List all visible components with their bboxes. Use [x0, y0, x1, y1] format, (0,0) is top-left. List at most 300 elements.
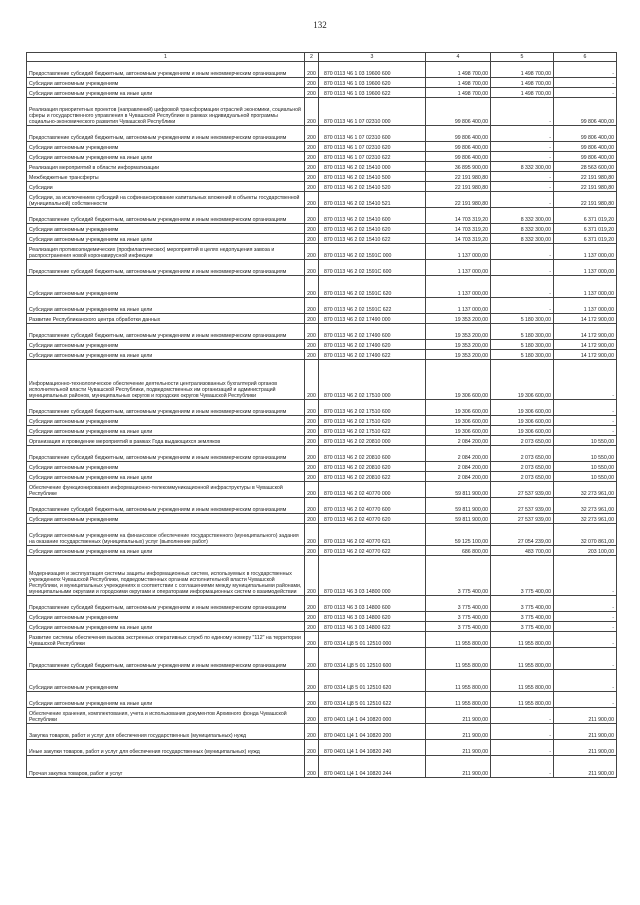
row-amount-2: -: [491, 244, 554, 260]
row-code: 870 0113 Ч6 1 07 02310 622: [319, 152, 426, 162]
row-code: 870 0113 Ч6 1 07 02310 600: [319, 126, 426, 142]
row-col2: 200: [305, 224, 319, 234]
header-cell: 5: [491, 53, 554, 62]
row-amount-3: -: [554, 556, 617, 596]
row-code: 870 0113 Ч6 2 02 1591С 620: [319, 276, 426, 298]
row-code: 870 0113 Ч6 3 03 14800 622: [319, 622, 426, 632]
row-code: 870 0113 Ч6 3 03 14800 620: [319, 612, 426, 622]
row-description: Предоставление субсидий бюджетным, автономным учреждениям и иным некоммерческим организациям: [27, 498, 305, 514]
row-amount-2: -: [491, 276, 554, 298]
row-amount-2: 8 332 300,00: [491, 208, 554, 224]
row-amount-3: 10 550,00: [554, 472, 617, 482]
row-description: Прочая закупка товаров, работ и услуг: [27, 756, 305, 778]
table-row: [27, 172, 617, 182]
row-amount-2: -: [491, 740, 554, 756]
row-amount-3: 32 273 961,00: [554, 514, 617, 524]
row-description: Межбюджетные трансферты: [27, 172, 305, 182]
row-col2: 200: [305, 276, 319, 298]
table-row: [27, 400, 617, 416]
row-amount-3: 14 172 900,00: [554, 340, 617, 350]
row-amount-3: 6 371 019,20: [554, 208, 617, 224]
row-col2: 200: [305, 244, 319, 260]
row-amount-3: 14 172 900,00: [554, 314, 617, 324]
row-col2: 200: [305, 692, 319, 708]
row-description: Предоставление субсидий бюджетным, автономным учреждениям и иным некоммерческим организациям: [27, 324, 305, 340]
row-amount-2: 27 537 939,00: [491, 498, 554, 514]
row-code: 870 0401 Ц4 1 04 10820 000: [319, 708, 426, 724]
table-row: [27, 78, 617, 88]
row-col2: 200: [305, 670, 319, 692]
row-amount-total: 36 895 900,00: [426, 162, 491, 172]
row-amount-2: 2 073 650,00: [491, 436, 554, 446]
row-amount-3: 28 563 600,00: [554, 162, 617, 172]
row-amount-3: 1 137 000,00: [554, 276, 617, 298]
row-amount-2: -: [491, 172, 554, 182]
row-description: Субсидии автономным учреждениям на иные цели: [27, 234, 305, 244]
header-cell: 3: [319, 53, 426, 62]
row-amount-3: 32 273 961,00: [554, 498, 617, 514]
row-col2: 200: [305, 740, 319, 756]
table-row: [27, 88, 617, 98]
page-number: 132: [313, 20, 327, 30]
row-amount-3: 32 070 861,00: [554, 524, 617, 546]
row-amount-total: 211 900,00: [426, 724, 491, 740]
row-amount-2: 8 332 300,00: [491, 234, 554, 244]
row-amount-2: 11 955 800,00: [491, 632, 554, 648]
header-cell: 4: [426, 53, 491, 62]
row-amount-2: 11 955 800,00: [491, 670, 554, 692]
row-code: 870 0113 Ч6 2 02 15410 520: [319, 182, 426, 192]
row-code: 870 0113 Ч6 2 02 40770 600: [319, 498, 426, 514]
row-description: Обеспечение функционирования информационно-телекоммуникационной инфраструктуры в Чувашской Республике: [27, 482, 305, 498]
row-col2: 200: [305, 416, 319, 426]
row-code: 870 0113 Ч6 2 02 17510 000: [319, 360, 426, 400]
row-amount-total: 1 498 700,00: [426, 78, 491, 88]
row-col2: 200: [305, 234, 319, 244]
row-col2: 200: [305, 612, 319, 622]
row-code: 870 0113 Ч6 1 03 19600 620: [319, 78, 426, 88]
table-row: [27, 208, 617, 224]
row-col2: 200: [305, 314, 319, 324]
row-code: 870 0401 Ц4 1 04 10820 240: [319, 740, 426, 756]
row-amount-total: 22 191 980,80: [426, 182, 491, 192]
row-amount-2: -: [491, 152, 554, 162]
row-amount-3: 99 806 400,00: [554, 98, 617, 126]
table-row: [27, 234, 617, 244]
row-description: Субсидии автономным учреждениям: [27, 514, 305, 524]
table-row: [27, 482, 617, 498]
table-row: [27, 192, 617, 208]
row-col2: 200: [305, 546, 319, 556]
row-code: 870 0314 Ц8 5 01 12510 000: [319, 632, 426, 648]
row-description: Субсидии автономным учреждениям на иные цели: [27, 152, 305, 162]
row-amount-3: 6 371 019,20: [554, 234, 617, 244]
row-col2: 200: [305, 340, 319, 350]
row-amount-3: -: [554, 648, 617, 670]
row-amount-3: 14 172 900,00: [554, 324, 617, 340]
row-amount-2: 2 073 650,00: [491, 462, 554, 472]
row-amount-2: 1 498 700,00: [491, 62, 554, 78]
row-col2: 200: [305, 436, 319, 446]
row-amount-total: 3 775 400,00: [426, 556, 491, 596]
row-col2: 200: [305, 514, 319, 524]
row-amount-3: 211 900,00: [554, 740, 617, 756]
row-amount-total: 3 775 400,00: [426, 596, 491, 612]
row-amount-3: -: [554, 670, 617, 692]
row-amount-2: 5 180 300,00: [491, 350, 554, 360]
row-description: Субсидии автономным учреждениям: [27, 224, 305, 234]
row-amount-total: 1 137 000,00: [426, 298, 491, 314]
row-code: 870 0113 Ч6 1 03 19600 622: [319, 88, 426, 98]
row-description: Субсидии автономным учреждениям: [27, 340, 305, 350]
row-amount-3: 10 550,00: [554, 462, 617, 472]
row-amount-2: 2 073 650,00: [491, 446, 554, 462]
row-code: 870 0113 Ч6 2 02 15410 000: [319, 162, 426, 172]
row-description: Предоставление субсидий бюджетным, автономным учреждениям и иным некоммерческим организациям: [27, 208, 305, 224]
row-amount-total: 19 306 600,00: [426, 360, 491, 400]
row-amount-3: 22 191 980,80: [554, 192, 617, 208]
row-amount-3: -: [554, 612, 617, 622]
row-amount-2: 2 073 650,00: [491, 472, 554, 482]
row-amount-2: 5 180 300,00: [491, 324, 554, 340]
row-col2: 200: [305, 622, 319, 632]
row-amount-total: 686 800,00: [426, 546, 491, 556]
row-amount-3: 6 371 019,20: [554, 224, 617, 234]
table-row: [27, 596, 617, 612]
row-col2: 200: [305, 98, 319, 126]
row-col2: 200: [305, 708, 319, 724]
row-amount-2: 3 775 400,00: [491, 622, 554, 632]
row-amount-3: 32 273 961,00: [554, 482, 617, 498]
row-amount-2: 1 498 700,00: [491, 88, 554, 98]
table-row: [27, 740, 617, 756]
row-amount-total: 59 125 100,00: [426, 524, 491, 546]
row-amount-total: 59 811 900,00: [426, 498, 491, 514]
row-amount-total: 3 775 400,00: [426, 622, 491, 632]
row-amount-2: 3 775 400,00: [491, 556, 554, 596]
row-amount-total: 211 900,00: [426, 756, 491, 778]
row-amount-total: 2 084 200,00: [426, 436, 491, 446]
row-amount-total: 59 811 900,00: [426, 482, 491, 498]
row-amount-2: -: [491, 260, 554, 276]
row-amount-3: -: [554, 632, 617, 648]
row-amount-3: -: [554, 62, 617, 78]
row-col2: 200: [305, 298, 319, 314]
row-description: Субсидии автономным учреждениям на иные цели: [27, 546, 305, 556]
header-cell: 6: [554, 53, 617, 62]
table-row: [27, 152, 617, 162]
row-description: Субсидии автономным учреждениям: [27, 670, 305, 692]
row-col2: 200: [305, 648, 319, 670]
table-row: [27, 622, 617, 632]
table-row: [27, 416, 617, 426]
row-description: Развитие системы обеспечения вызова экстренных оперативных служб по единому номеру "112" на территории Чувашской Республики: [27, 632, 305, 648]
row-description: Обеспечение хранения, комплектования, учета и использования документов Архивного фонда Чувашской Республики: [27, 708, 305, 724]
row-amount-3: 203 100,00: [554, 546, 617, 556]
row-amount-total: 1 498 700,00: [426, 88, 491, 98]
row-code: 870 0113 Ч6 2 02 20810 000: [319, 436, 426, 446]
row-code: 870 0314 Ц8 5 01 12510 622: [319, 692, 426, 708]
table-row: [27, 276, 617, 298]
row-col2: 200: [305, 462, 319, 472]
row-amount-total: 11 955 800,00: [426, 692, 491, 708]
row-code: 870 0113 Ч6 2 02 17510 620: [319, 416, 426, 426]
row-code: 870 0401 Ц4 1 04 10820 200: [319, 724, 426, 740]
table-row: [27, 546, 617, 556]
row-amount-2: 1 498 700,00: [491, 78, 554, 88]
row-description: Реализация мероприятий в области информатизации: [27, 162, 305, 172]
row-description: Субсидии автономным учреждениям: [27, 142, 305, 152]
row-amount-3: -: [554, 360, 617, 400]
row-amount-2: -: [491, 142, 554, 152]
table-row: [27, 142, 617, 152]
row-col2: 200: [305, 472, 319, 482]
row-amount-2: 19 306 600,00: [491, 426, 554, 436]
row-amount-3: -: [554, 416, 617, 426]
row-amount-3: -: [554, 78, 617, 88]
row-col2: 200: [305, 62, 319, 78]
row-description: Субсидии автономным учреждениям на иные цели: [27, 692, 305, 708]
row-amount-2: -: [491, 708, 554, 724]
row-amount-total: 2 084 200,00: [426, 446, 491, 462]
row-code: 870 0113 Ч6 2 02 40770 621: [319, 524, 426, 546]
row-code: 870 0113 Ч6 2 02 20810 600: [319, 446, 426, 462]
row-code: 870 0113 Ч6 2 02 20810 622: [319, 472, 426, 482]
row-amount-total: 1 137 000,00: [426, 260, 491, 276]
row-code: 870 0314 Ц8 5 01 12510 620: [319, 670, 426, 692]
row-amount-total: 11 955 800,00: [426, 632, 491, 648]
table-row: [27, 648, 617, 670]
row-code: 870 0113 Ч6 2 02 1591С 600: [319, 260, 426, 276]
row-amount-total: 1 137 000,00: [426, 276, 491, 298]
row-code: 870 0113 Ч6 2 02 17490 000: [319, 314, 426, 324]
table-row: [27, 314, 617, 324]
row-col2: 200: [305, 192, 319, 208]
row-amount-2: 11 955 800,00: [491, 692, 554, 708]
row-description: Иные закупки товаров, работ и услуг для обеспечения государственных (муниципальных) нужд: [27, 740, 305, 756]
row-amount-3: -: [554, 596, 617, 612]
row-amount-3: 211 900,00: [554, 708, 617, 724]
row-col2: 200: [305, 142, 319, 152]
row-amount-total: 59 811 900,00: [426, 514, 491, 524]
table-row: [27, 298, 617, 314]
row-amount-2: -: [491, 192, 554, 208]
row-amount-2: 5 180 300,00: [491, 314, 554, 324]
table-row: [27, 126, 617, 142]
row-amount-3: 22 191 980,80: [554, 172, 617, 182]
row-col2: 200: [305, 482, 319, 498]
row-col2: 200: [305, 446, 319, 462]
row-amount-3: 10 550,00: [554, 446, 617, 462]
row-amount-total: 1 137 000,00: [426, 244, 491, 260]
row-col2: 200: [305, 162, 319, 172]
row-description: Субсидии автономным учреждениям на иные цели: [27, 350, 305, 360]
row-col2: 200: [305, 324, 319, 340]
row-col2: 200: [305, 426, 319, 436]
row-amount-2: 27 537 939,00: [491, 514, 554, 524]
table-row: [27, 498, 617, 514]
row-amount-total: 11 955 800,00: [426, 648, 491, 670]
row-description: Субсидии автономным учреждениям на иные цели: [27, 426, 305, 436]
row-code: 870 0113 Ч6 2 02 1591С 000: [319, 244, 426, 260]
row-amount-total: 19 353 200,00: [426, 340, 491, 350]
row-description: Предоставление субсидий бюджетным, автономным учреждениям и иным некоммерческим организациям: [27, 260, 305, 276]
table-row: [27, 708, 617, 724]
row-amount-total: 211 900,00: [426, 708, 491, 724]
table-row: [27, 462, 617, 472]
table-row: [27, 446, 617, 462]
row-amount-total: 2 084 200,00: [426, 462, 491, 472]
table-row: [27, 244, 617, 260]
row-description: Субсидии автономным учреждениям на иные цели: [27, 88, 305, 98]
row-amount-3: 14 172 900,00: [554, 350, 617, 360]
row-amount-total: 19 353 200,00: [426, 350, 491, 360]
row-col2: 200: [305, 78, 319, 88]
row-amount-total: 99 806 400,00: [426, 98, 491, 126]
row-amount-2: 3 775 400,00: [491, 596, 554, 612]
row-amount-3: 1 137 000,00: [554, 260, 617, 276]
row-description: Предоставление субсидий бюджетным, автономным учреждениям и иным некоммерческим организациям: [27, 62, 305, 78]
row-amount-2: 483 700,00: [491, 546, 554, 556]
row-amount-total: 19 306 600,00: [426, 400, 491, 416]
row-description: Субсидии автономным учреждениям на иные цели: [27, 472, 305, 482]
table-row: [27, 224, 617, 234]
row-description: Субсидии автономным учреждениям на иные цели: [27, 298, 305, 314]
row-amount-3: 99 806 400,00: [554, 126, 617, 142]
row-code: 870 0113 Ч6 2 02 15410 622: [319, 234, 426, 244]
header-row: [27, 53, 617, 62]
row-col2: 200: [305, 556, 319, 596]
row-amount-total: 3 775 400,00: [426, 612, 491, 622]
row-amount-2: 27 537 939,00: [491, 482, 554, 498]
row-code: 870 0113 Ч6 2 02 15410 600: [319, 208, 426, 224]
row-amount-2: 11 955 800,00: [491, 648, 554, 670]
table-row: [27, 436, 617, 446]
row-description: Субсидии, за исключением субсидий на софинансирование капитальных вложений в объекты государственной (муниципальной) собственности: [27, 192, 305, 208]
row-description: Субсидии автономным учреждениям: [27, 276, 305, 298]
row-amount-3: -: [554, 692, 617, 708]
row-col2: 200: [305, 126, 319, 142]
row-col2: 200: [305, 756, 319, 778]
row-amount-total: 22 191 980,80: [426, 172, 491, 182]
row-amount-2: 8 332 300,00: [491, 162, 554, 172]
row-amount-2: -: [491, 126, 554, 142]
row-col2: 200: [305, 498, 319, 514]
table-row: [27, 324, 617, 340]
row-amount-3: 211 900,00: [554, 724, 617, 740]
row-amount-2: -: [491, 724, 554, 740]
row-amount-total: 14 703 319,20: [426, 224, 491, 234]
table-row: [27, 514, 617, 524]
row-col2: 200: [305, 724, 319, 740]
row-amount-2: 19 306 600,00: [491, 416, 554, 426]
row-col2: 200: [305, 360, 319, 400]
row-amount-total: 22 191 980,80: [426, 192, 491, 208]
table-row: [27, 524, 617, 546]
row-description: Предоставление субсидий бюджетным, автономным учреждениям и иным некоммерческим организациям: [27, 400, 305, 416]
row-code: 870 0113 Ч6 3 03 14800 600: [319, 596, 426, 612]
row-code: 870 0113 Ч6 2 02 17490 620: [319, 340, 426, 350]
table-row: [27, 260, 617, 276]
row-amount-2: 8 332 300,00: [491, 224, 554, 234]
row-col2: 200: [305, 524, 319, 546]
row-amount-3: -: [554, 400, 617, 416]
table-row: [27, 612, 617, 622]
row-col2: 200: [305, 350, 319, 360]
row-amount-total: 211 900,00: [426, 740, 491, 756]
row-amount-2: 3 775 400,00: [491, 612, 554, 622]
table-row: [27, 472, 617, 482]
row-description: Модернизация и эксплуатация системы защиты информационных систем, используемых в государственных учреждениях Чувашской Республики, подведомственных органам исполнительной власти Чувашской Республики, и муниципальных учреждениях в соответствии с соглашениями между муниципальными районами, муниципальными округами и городскими округами и операторами информационных систем о взаимодействии: [27, 556, 305, 596]
row-amount-2: -: [491, 298, 554, 314]
row-amount-2: -: [491, 98, 554, 126]
row-description: Развитие Республиканского центра обработки данных: [27, 314, 305, 324]
row-code: 870 0113 Ч6 2 02 40770 622: [319, 546, 426, 556]
table-row: [27, 182, 617, 192]
table-row: [27, 724, 617, 740]
row-code: 870 0113 Ч6 2 02 20810 620: [319, 462, 426, 472]
row-amount-2: 19 306 600,00: [491, 360, 554, 400]
header-cell: 1: [27, 53, 305, 62]
row-code: 870 0113 Ч6 2 02 17510 600: [319, 400, 426, 416]
row-description: Субсидии автономным учреждениям: [27, 612, 305, 622]
row-description: Субсидии: [27, 182, 305, 192]
row-amount-total: 99 806 400,00: [426, 126, 491, 142]
row-col2: 200: [305, 208, 319, 224]
row-code: 870 0113 Ч6 1 07 02310 620: [319, 142, 426, 152]
row-code: 870 0113 Ч6 2 02 17490 622: [319, 350, 426, 360]
row-amount-3: -: [554, 622, 617, 632]
row-col2: 200: [305, 152, 319, 162]
row-amount-total: 19 306 600,00: [426, 426, 491, 436]
row-amount-3: -: [554, 88, 617, 98]
row-col2: 200: [305, 260, 319, 276]
row-description: Субсидии автономным учреждениям: [27, 462, 305, 472]
row-amount-total: 11 955 800,00: [426, 670, 491, 692]
row-amount-3: 22 191 980,80: [554, 182, 617, 192]
table-row: [27, 340, 617, 350]
table-row: [27, 556, 617, 596]
row-amount-total: 99 806 400,00: [426, 142, 491, 152]
row-description: Предоставление субсидий бюджетным, автономным учреждениям и иным некоммерческим организациям: [27, 446, 305, 462]
row-amount-3: 211 900,00: [554, 756, 617, 778]
row-amount-2: 27 054 239,00: [491, 524, 554, 546]
row-col2: 200: [305, 182, 319, 192]
row-code: 870 0113 Ч6 2 02 15410 500: [319, 172, 426, 182]
table-row: [27, 62, 617, 78]
row-amount-3: 99 806 400,00: [554, 142, 617, 152]
row-amount-total: 2 084 200,00: [426, 472, 491, 482]
row-amount-total: 99 806 400,00: [426, 152, 491, 162]
row-amount-3: 1 137 000,00: [554, 298, 617, 314]
row-col2: 200: [305, 632, 319, 648]
row-amount-3: 1 137 000,00: [554, 244, 617, 260]
table-row: [27, 350, 617, 360]
row-amount-total: 1 498 700,00: [426, 62, 491, 78]
row-amount-3: -: [554, 426, 617, 436]
row-code: 870 0113 Ч6 2 02 40770 620: [319, 514, 426, 524]
row-amount-2: -: [491, 756, 554, 778]
row-description: Предоставление субсидий бюджетным, автономным учреждениям и иным некоммерческим организациям: [27, 648, 305, 670]
table-row: [27, 426, 617, 436]
row-code: 870 0113 Ч6 2 02 17510 622: [319, 426, 426, 436]
row-code: 870 0113 Ч6 3 03 14800 000: [319, 556, 426, 596]
row-amount-3: 99 806 400,00: [554, 152, 617, 162]
row-amount-total: 14 703 319,20: [426, 234, 491, 244]
row-description: Предоставление субсидий бюджетным, автономным учреждениям и иным некоммерческим организациям: [27, 596, 305, 612]
row-amount-total: 19 353 200,00: [426, 314, 491, 324]
budget-table: [26, 52, 617, 778]
